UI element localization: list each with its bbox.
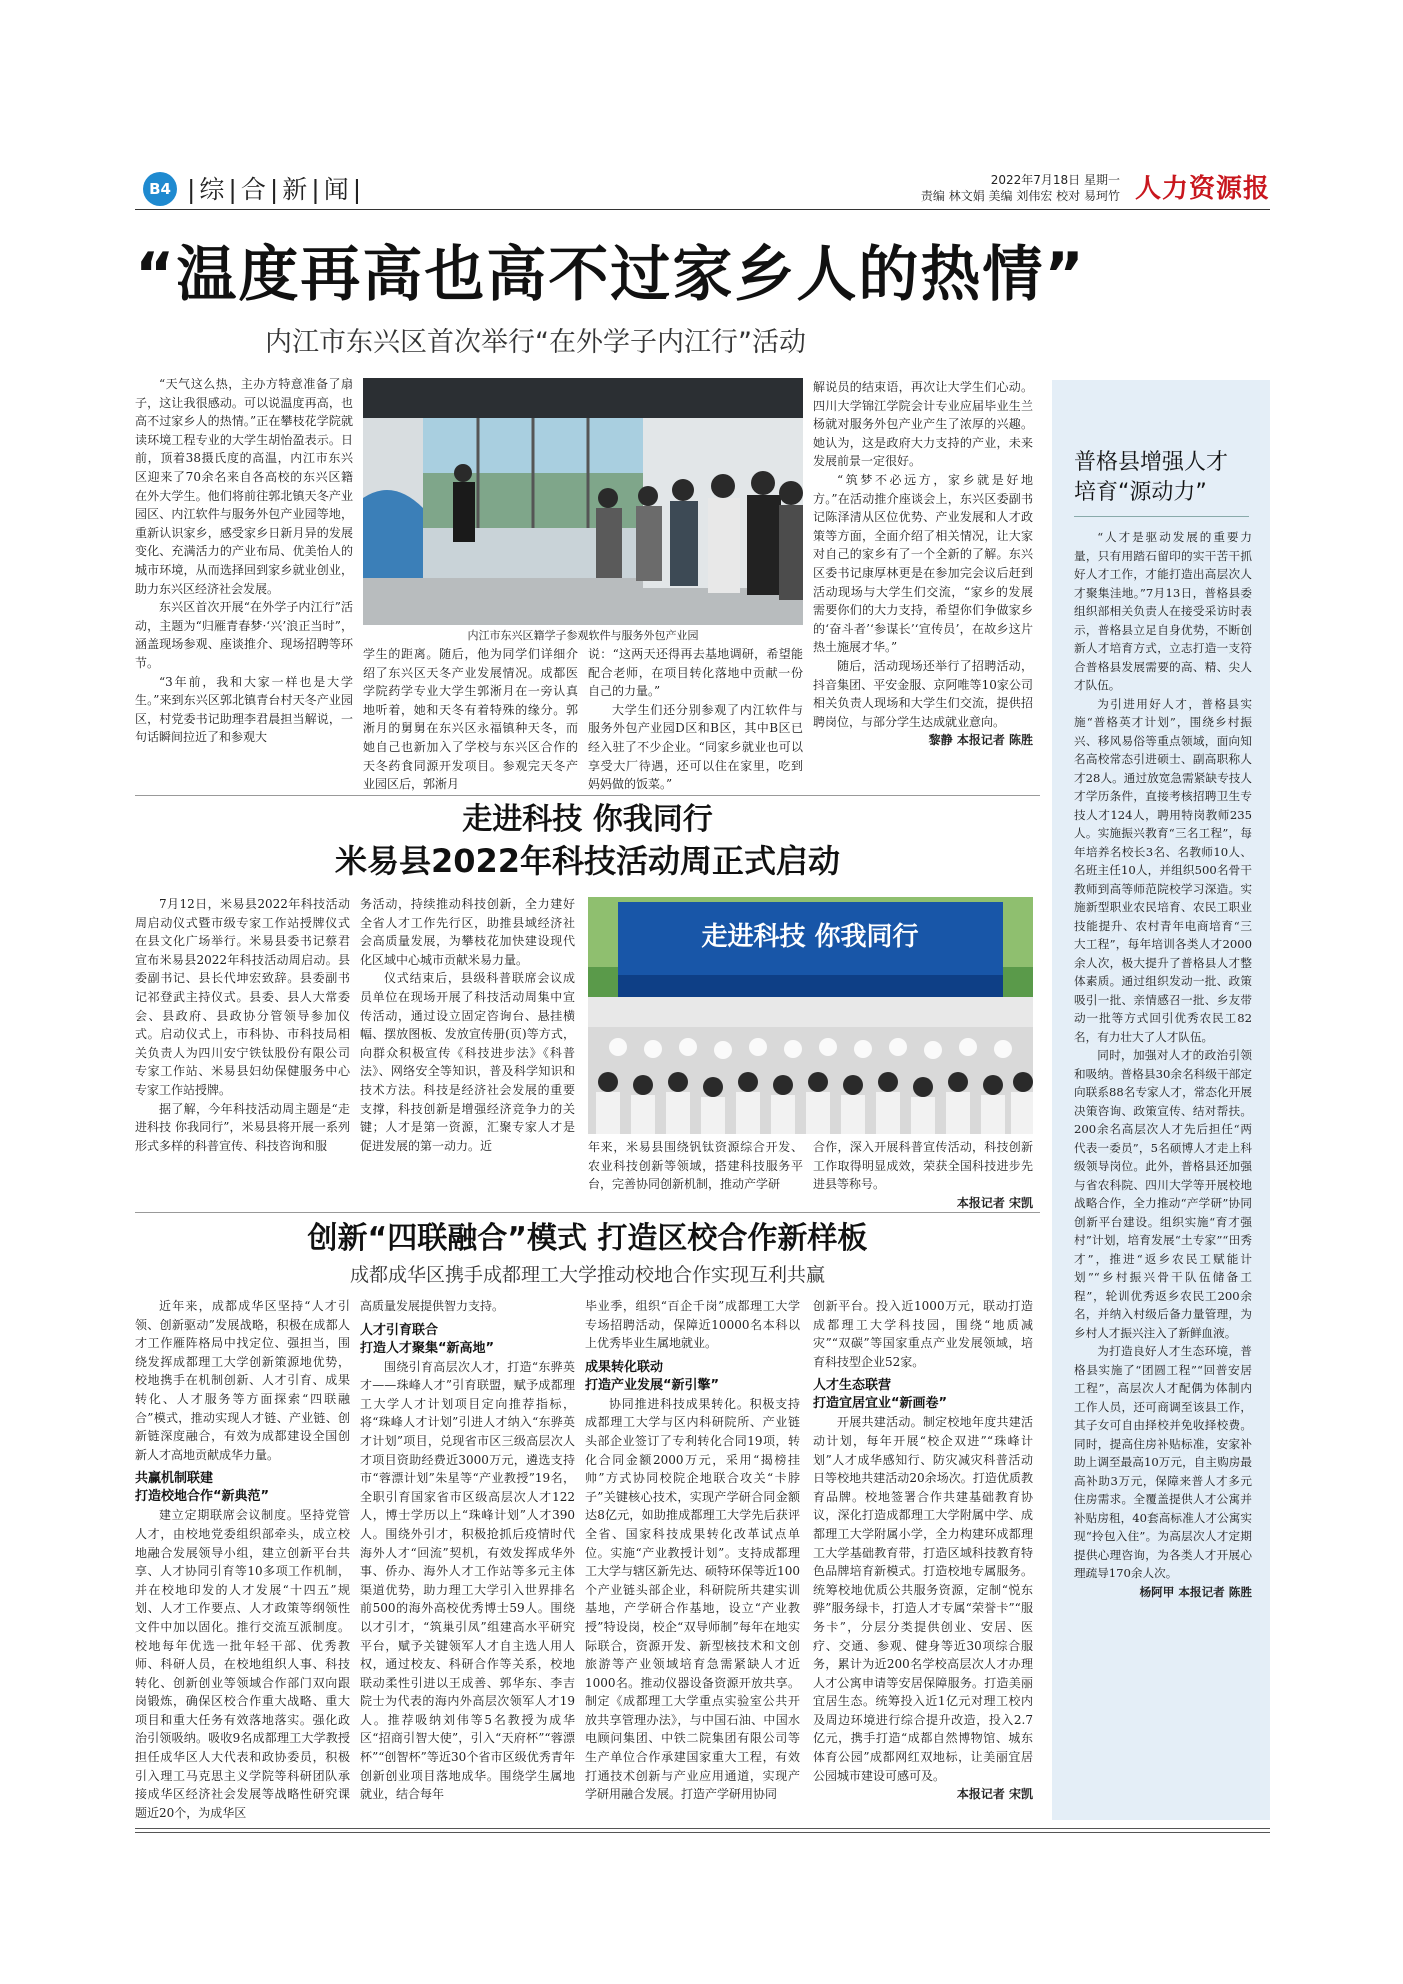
editor-credits: 责编 林文娟 美编 刘伟宏 校对 易珂竹 [920,189,1120,203]
article3-byline: 本报记者 宋凯 [956,1787,1033,1802]
page-badge: B4 [143,172,177,206]
masthead-logo: 人力资源报 [1134,174,1270,204]
article1-column-4: 解说员的结束语，再次让大学生们心动。四川大学锦江学院会计专业应届毕业生兰杨就对服务外包产业产生了浓厚的兴趣。她认为，这是政府大力支持的产业，未来发展前景一定很好。 “筑梦不必远方，家乡就是好地方。”在活动推介座谈会上，东兴区委副书记陈泽清从区位优势、产业发展和人才政策等方面，全面介绍了相关情况，让大家对自己的家乡有了一个全新的了解。东兴区委书记康厚林更是在参加完会议后赶到活动现场与大学生们交流，“家乡的发展需要你们的大力支持，希望你们争做家乡的‘奋斗者’‘参谋长’‘宣传员’，在故乡这片热土施展才华。” 随后，活动现场还举行了招聘活动，抖音集团、平安金服、京阿唯等10家公司相关负责人现场和大学生们交流，提供招聘岗位，与部分学生达成就业意向。 黎静 本报记者 陈胜 [813,378,1033,788]
article1-column-2: 学生的距离。随后，他为同学们详细介绍了东兴区天冬产业发展情况。成都医学院药学专业大学生郭淅月在一旁认真地听着，她和天冬有着特殊的缘分。郭淅月的舅舅在东兴区永福镇种天冬，而她自己也新加入了学校与东兴区合作的天冬药食同源开发项目。参观完天冬产业园区后，郭淅月 [363,647,578,792]
article2-column-2: 务活动，持续推动科技创新，全力建好全省人才工作先行区，助推县域经济社会高质量发展，为攀枝花加快建设现代化区域中心城市贡献米易力量。 仪式结束后，县级科普联席会议成员单位在现场开展了科技活动周集中宣传活动，通过设立固定咨询台、悬挂横幅、摆放图板、发放宣传册(页)等方式，向群众积极宣传《科技进步法》《科普法》、网络安全等知识，普及科学知识和技术方法。科技是经济社会发展的重要支撑，科技创新是增强经济竞争力的关键；人才是第一资源，汇聚专家人才是促进发展的第一动力。近 [360,897,575,1153]
sidebar-byline: 杨阿甲 本报记者 陈胜 [1139,1584,1252,1599]
article1-photo [363,378,803,625]
students-visit-photo [363,378,803,625]
article3-column-2: 高质量发展提供智力支持。 人才引育联合 打造人才聚集“新高地” 围绕引育高层次人才，打造“东骅英才——珠峰人才”引育联盟，赋予成都理工大学人才计划项目定向推荐指标，将“珠峰人才计划”引进人才纳入“东骅英才计划”项目，兑现省市区三级高层次人才项目资助经费近3000万元，遴选支持市“蓉漂计划”朱星等“产业教授”19名，全职引育国家省市区级高层次人才122人，博士学历以上“珠峰计划”人才390人。围绕外引才，积极抢抓后疫情时代海外人才“回流”契机，有效发挥成华外事、侨办、海外人才工作站等多元主体渠道优势，助力理工大学引入世界排名前500的海外高校优秀博士59人。围绕以才引才，“筑巢引凤”组建高水平研究平台，赋予关键领军人才自主选人用人权，通过校友、科研合作等关系，校地联动柔性引进以王成善、郭华东、李吉院士为代表的海内外高层次领军人才19人。推荐吸纳刘伟等5名教授为成华区“招商引智大使”，引入“天府杯”“蓉漂杯”“创智杯”等近30个省市区级优秀青年创新创业项目落地成华。围绕学生属地就业，结合每年 [360,1299,575,1802]
article3-section-3-title: 成果转化联动 [585,1359,664,1375]
divider [135,795,1040,796]
article2-headline-1: 走进科技 你我同行 [462,802,713,837]
article1-headline: “温度再高也高不过家乡人的热情” [135,240,1086,310]
article2-headline-2: 米易县2022年科技活动周正式启动 [334,842,841,880]
article1-photo-caption: 内江市东兴区籍学子参观软件与服务外包产业园 [467,629,699,642]
article1-subhead: 内江市东兴区首次举行“在外学子内江行”活动 [265,327,806,358]
article2-column-1: 7月12日，米易县2022年科技活动周启动仪式暨市级专家工作站授牌仪式在县文化广场举行。米易县委书记蔡君宣布米易县2022年科技活动周启动。县委副书记、县长代坤宏致辞。县委副书记祁登武主持仪式。县委、县人大常委会、县政府、县政协分管领导参加仪式。启动仪式上，市科协、市科技局相关负责人为四川安宁铁钛股份有限公司专家工作站、米易县妇幼保健服务中心专家工作站授牌。 据了解，今年科技活动周主题是“走进科技 你我同行”，米易县将开展一系列形式多样的科普宣传、科技咨询和服 [135,897,350,1153]
article1-byline: 黎静 本报记者 陈胜 [928,733,1033,748]
article3-subhead: 成都成华区携手成都理工大学推动校地合作实现互利共赢 [349,1264,825,1286]
article3-column-4: 创新平台。投入近1000万元，联动打造成都理工大学科技园，围绕“地质减灾”“双碳”等国家重点产业发展领域，培育科技型企业52家。 人才生态联营 打造宜居宜业“新画卷” 开展共建活动。制定校地年度共建活动计划，每年开展“校企双进”“珠峰计划”人才成华感知行、防灾减灾科普活动日等校地共建活动20余场次。打造优质教育品牌。校地签署合作共建基础教育协议，深化打造成都理工大学附属中学、成都理工大学附属小学，全力构建环成都理工大学基础教育带，打造区域科技教育特色品牌培育新模式。打造校地专属服务。统筹校地优质公共服务资源，定制“悦东骅”服务绿卡，打造人才专属“荣誉卡”“服务卡”，分层分类提供创业、安居、医疗、交通、参观、健身等近30项综合服务，累计为近200名学校高层次人才办理人才公寓申请等安居保障服务。打造美丽宜居生态。统筹投入近1亿元对理工校内及周边环境进行综合提升改造，投入2.7亿元，携手打造“成都自然博物馆、城东体育公园”成都网红双地标，让美丽宜居公园城市建设可感可及。 本报记者 宋凯 [813,1297,1033,1822]
divider [135,1212,1040,1213]
article3-section-2-subtitle: 打造人才聚集“新高地” [360,1340,495,1356]
article1-column-3: 说：“这两天还得再去基地调研，希望能配合老师，在项目转化落地中贡献一份自己的力量。” 大学生们还分别参观了内江软件与服务外包产业园D区和B区，其中B区已经入驻了不少企业。“同家乡就业也可以享受大厂待遇，还可以住在家里，吃到妈妈做的饭菜。” [588,647,803,792]
sidebar-article [1052,380,1270,1820]
article3-headline: 创新“四联融合”模式 打造区校合作新样板 [307,1221,868,1256]
article3-section-4-subtitle: 打造宜居宜业“新画卷” [813,1396,948,1412]
article2-column-3: 年来，米易县围绕钒钛资源综合开发、农业科技创新等领域，搭建科技服务平台，完善协同创新机制，推动产学研 [588,1140,803,1192]
ceremony-photo [588,897,1033,1134]
banner-text: 走进科技 你我同行 [701,922,919,952]
article1-column-1: “天气这么热，主办方特意准备了扇子，这让我很感动。可以说温度再高，也高不过家乡人的热情。”正在攀枝花学院就读环境工程专业的大学生胡怡盈表示。日前，顶着38摄氏度的高温，内江市东兴区迎来了70余名来自各高校的东兴区籍在外大学生。他们将前往郭北镇天冬产业园区、内江软件与服务外包产业园等地，重新认识家乡，感受家乡日新月异的发展变化、充满活力的产业布局、优美怡人的城市环境，从而选择回到家乡就业创业，助力东兴区经济社会发展。 东兴区首次开展“在外学子内江行”活动，主题为“归雁青春梦·‘兴’浪正当时”，涵盖现场参观、座谈推介、现场招聘等环节。 “3年前，我和大家一样也是大学生。”来到东兴区郭北镇青台村天冬产业园区，村党委书记助理李君晨担当解说，一句话瞬间拉近了和参观大 [135,377,353,745]
issue-date: 2022年7月18日 星期一 [990,173,1120,187]
page-header [135,168,1270,210]
article3-section-3-subtitle: 打造产业发展“新引擎” [585,1377,720,1393]
article3-column-3: 毕业季，组织“百企千岗”成都理工大学专场招聘活动，保障近10000名本科以上优秀毕业生属地就业。 成果转化联动 打造产业发展“新引擎” 协同推进科技成果转化。积极支持成都理工大学与区内科研院所、产业链头部企业签订了专利转化合同19项，转化合同金额2000万元，采用“揭榜挂帅”方式协同校院企地联合攻关“卡脖子”关键核心技术，实现产学研合同金额达8亿元，如助推成都理工大学先后获评全省、国家科技成果转化改革试点单位。实施“产业教授计划”。支持成都理工大学与辖区新先达、硕特环保等近100个产业链头部企业，科研院所共建实训基地，产学研合作基地，设立“产业教授”特设岗，校企“双导师制”每年在地实际联合，资源开发、新型核技术和文创旅游等产业领域培育急需紧缺人才近1000名。推动仪器设备资源开放共享。制定《成都理工大学重点实验室公共开放共享管理办法》，与中国石油、中国水电顾问集团、中铁二院集团有限公司等生产单位合作承建国家重大工程，有效打通技术创新与产业应用通道，实现产学研用融合发展。打造产学研用协同 [585,1299,800,1802]
sidebar-headline: 普格县增强人才 培育“源动力” [1074,450,1229,505]
article2-photo [588,897,1033,1134]
article2-byline: 本报记者 宋凯 [956,1195,1033,1210]
article2-column-4: 合作，深入开展科普宣传活动，科技创新工作取得明显成效，荣获全国科技进步先进县等称号。 本报记者 宋凯 [813,1138,1033,1208]
section-title: |综|合|新|闻| [187,175,366,204]
article3-column-1: 近年来，成都成华区坚持“人才引领、创新驱动”发展战略，积极在成都人才工作雁阵格局中找定位、强担当，围绕发挥成都理工大学创新策源地优势，校地携手在机制创新、人才引育、成果转化、人才服务等方面探索“四联融合”模式，推动实现人才链、产业链、创新链深度融合，有效为成都建设全国创新人才高地贡献成华力量。 共赢机制联建 打造校地合作“新典范” 建立定期联席会议制度。坚持党管人才，由校地党委组织部牵头，成立校地融合发展领导小组，建立创新平台共享、人才协同引育等10多项工作机制，并在校地印发的人才发展“十四五”规划、人才工作要点、人才政策等纲领性文件中加以固化。推行交流互派制度。校地每年优选一批年轻干部、优秀教师、科研人员，在校地组织人事、科技转化、创新创业等领域合作部门双向跟岗锻炼，确保区校合作重大战略、重大项目和重大任务有效落地落实。强化政治引领吸纳。吸收9名成都理工大学教授担任成华区人大代表和政协委员，积极引入理工马克思主义学院等科研团队承接成华区经济社会发展等战略性研究课题近20个，为成华区 [135,1299,350,1820]
sidebar-body: “人才是驱动发展的重要力量，只有用踏石留印的实干苦干抓好人才工作，才能打造出高层次人才聚集洼地。”7月13日，普格县委组织部相关负责人在接受采访时表示，普格县立足自身优势，不断创新人才培育方式，立志打造一支符合普格县发展需要的高、精、尖人才队伍。 为引进用好人才，普格县实施“普格英才计划”，围绕乡村振兴、移风易俗等重点领域，面向知名高校常态引进硕士、副高职称人才28人。通过放宽急需紧缺专技人才学历条件，直接考核招聘卫生专技人才124人，聘用特岗教师235人。实施振兴教育“三名工程”，每年培养名校长3名、名教师10人、名班主任10人，并组织500名骨干教师到高等师范院校学习深造。实施新型职业农民培育、农民工职业技能提升、农村青年电商培育“三大工程”，每年培训各类人才2000余人次，极大提升了普格县人才整体素质。通过组织发动一批、政策吸引一批、亲情感召一批、乡友带动一批等方式回引优秀农民工82名，有力壮大了人才队伍。 同时，加强对人才的政治引领和吸纳。普格县30余名科级干部定向联系88名专家人才，常态化开展决策咨询、政策宣传、结对帮扶。200余名高层次人才先后担任“两代表一委员”，5名硕博人才走上科级领导岗位。此外，普格县还加强与省农科院、四川大学等开展校地战略合作，全力推动“产学研”协同创新平台建设。组织实施“育才强村”计划，培育发展“土专家”“田秀才”，推进“返乡农民工赋能计划”“乡村振兴骨干队伍储备工程”，轮训优秀返乡农民工200余名，并纳入村级后备力量管理，为乡村人才振兴注入了新鲜血液。 为打造良好人才生态环境，普格县实施了“团圆工程”“回普安居工程”，高层次人才配偶为体制内工作人员，还可商调至该县工作，其子女可自由择校并免收择校费。同时，提高住房补贴标准，安家补助上调至最高10万元，自主购房最高补助3万元，保障来普人才多元住房需求。全覆盖提供人才公寓并补贴房租，40套高标准人才公寓实现“拎包入住”。为高层次人才定期提供心理咨询，为各类人才开展心理疏导170余人次。 杨阿甲 本报记者 陈胜 [1074,528,1252,1813]
footer-rule [135,1828,1270,1829]
footer-rule [135,1832,1270,1833]
article3-section-4-title: 人才生态联营 [813,1378,892,1394]
article3-section-1-subtitle: 打造校地合作“新典范” [135,1489,270,1505]
article3-section-1-title: 共赢机制联建 [135,1471,214,1487]
article3-section-2-title: 人才引育联合 [360,1322,439,1338]
sidebar-title-rule [1074,516,1249,517]
issue-info [921,172,1120,204]
